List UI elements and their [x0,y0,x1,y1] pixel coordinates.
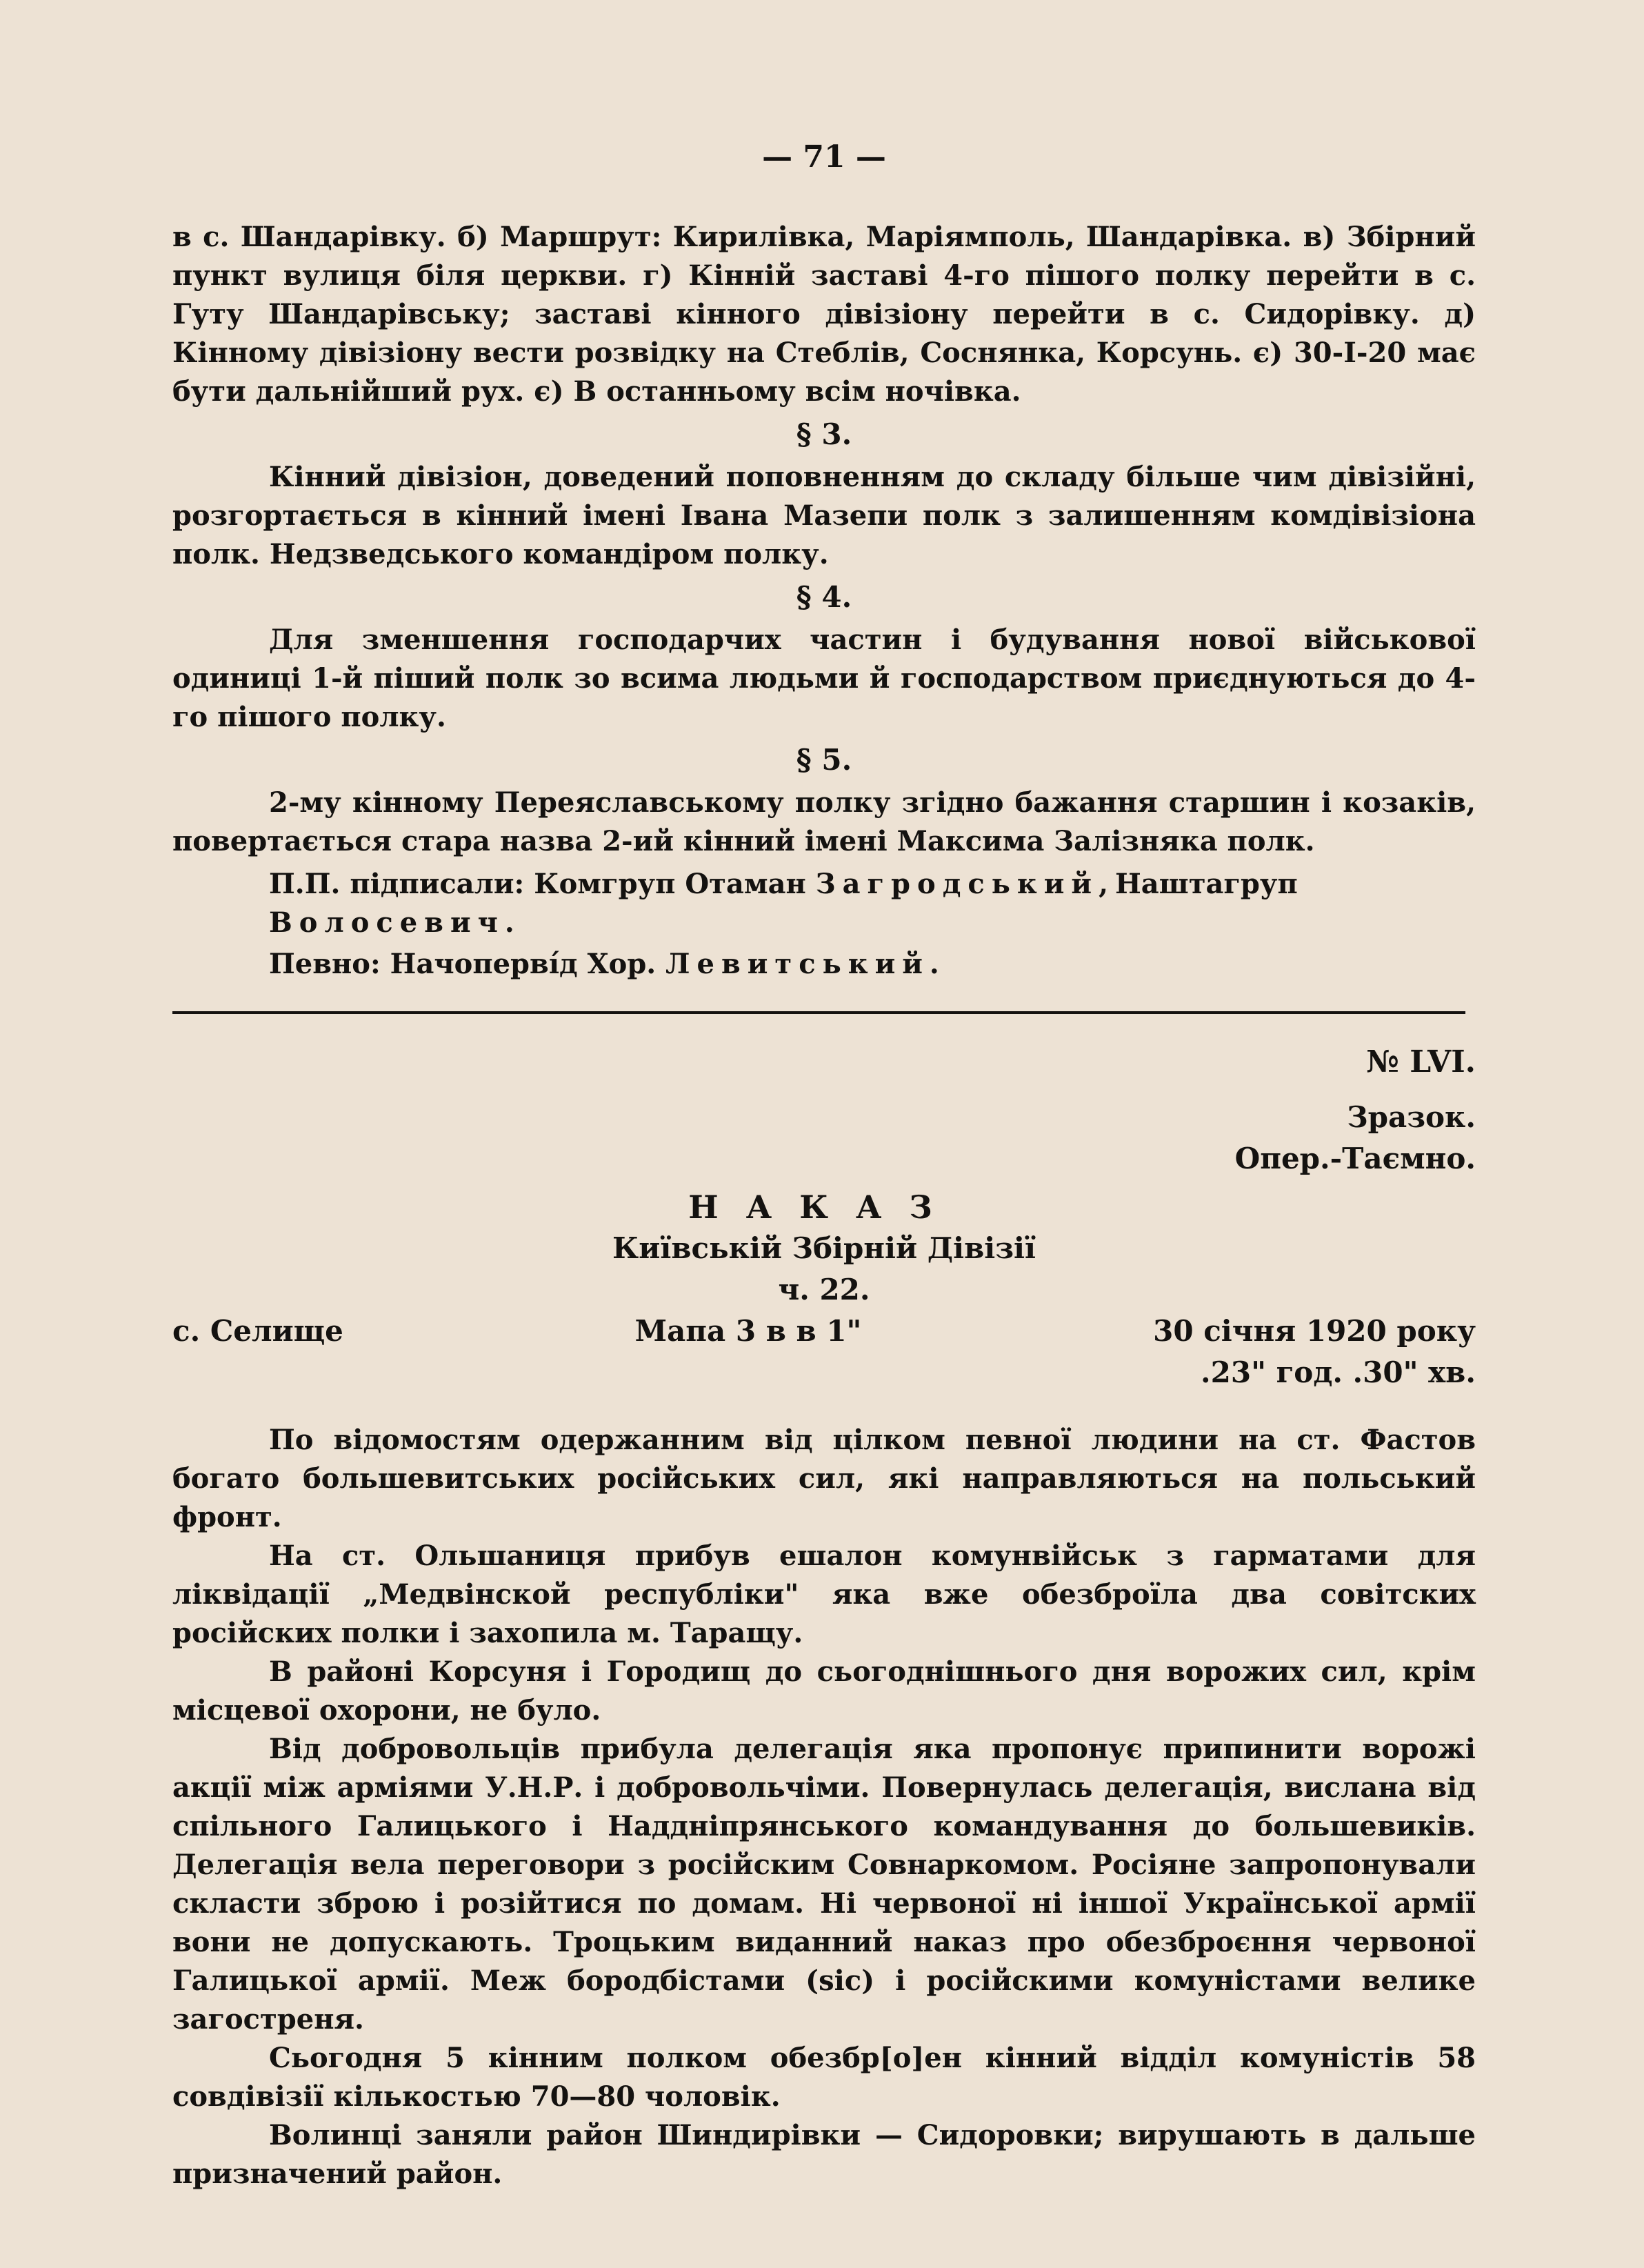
page-number: — 71 — [762,139,886,175]
intro-paragraph: в с. Шандарівку. б) Маршрут: Кирилівка, Маріямполь, Шандарівка. в) Збірний пункт вулиця біля церкви. г) Кінній заставі 4-го пішого полку перейти в с. Гуту Шандарівську; заставі кінного дівізіону перейти в с. Сидорівку. д) Кінному дівізіону вести розвідку на Стеблів, Соснянка, Корсунь. є) 30-І-20 має бути дальнійший рух. є) В останньому всім ночівка. [172,221,1476,408]
order-part: ч. 22. [778,1273,870,1306]
body-paragraph: Волинці заняли район Шиндирівки — Сидоровки; вирушають в дальше призначений район. [172,2119,1476,2190]
section-text-3: Кінний дівізіон, доведений поповненням до складу більше чим дівізійні, розгортається в кінний імені Івана Мазепи полк з залишенням комдівізіона полк. Недзведського командіром полку. [172,461,1476,570]
order-unit: Київській Збірній Дівізії [612,1231,1036,1265]
signature-name-volosevych: Волосевич. [269,906,521,939]
section-divider [172,1011,1465,1014]
order-title: НАКАЗ [688,1188,960,1226]
signature-line-1 [172,865,1476,942]
body-paragraph: По відомостям одержанним від цілком певної людини на ст. Фастов богато большевитських російських сил, які направляються на польський фронт. [172,1424,1476,1533]
order-place: с. Селище [172,1314,343,1348]
order-number: № LVI. [1366,1044,1476,1080]
certified-prefix: Певно: Начоперві́д Хор. [269,948,666,980]
order-time: .23" год. .30" хв. [1201,1355,1476,1389]
body-paragraph: На ст. Ольшаниця прибув ешалон комунвійськ з гарматами для ліквідації „Медвінской республіки" яка вже обезброїла два совітских російских полки і захопила м. Таращу. [172,1540,1476,1649]
signature-middle: Наштагруп [1115,868,1298,900]
order-datetime [1153,1311,1476,1393]
order-dateline [172,1311,1476,1393]
section-mark-4: § 4. [796,580,852,614]
section-mark-3: § 3. [796,417,852,451]
order-sample: Зразок. [1347,1100,1476,1134]
section-mark-5: § 5. [796,743,852,777]
body-paragraph: Від добровольців прибула делегація яка пропонує припинити ворожі акції між арміями У.Н.Р. і добровольчіми. Повернулась делегація, вислана від спільного Галицького і Наддніпрянського командування до большевиків. Делегація вела переговори з російским Совнаркомом. Росіяне запропонували скласти зброю і розійтися по домам. Ні червоної ні іншої Української армії вони не допускають. Троцьким виданний наказ про обезброєння червоної Галицької армії. Меж бородбістами (sic) і російскими комуністами велике загостреня. [172,1733,1476,2036]
body-paragraph: В районі Корсуня і Городищ до сьогоднішнього дня ворожих сил, крім місцевої охорони, не було. [172,1655,1476,1727]
section-text-4: Для зменшення господарчих частин і будування нової військової одиниці 1-й піший полк зо всима людьми й господарством приєднуються до 4-го пішого полку. [172,624,1476,733]
order-date: 30 січня 1920 року [1153,1314,1476,1348]
signature-name-zagrodsky: Загродський, [815,868,1116,900]
order-classification: Опер.-Таємно. [1234,1142,1476,1175]
document-page [172,138,1476,2194]
order-map: Мапа 3 в в 1" [634,1314,862,1348]
certified-name-levytsky: Левитський. [665,948,946,980]
body-paragraph: Сьогодня 5 кінним полком обезбр[о]ен кінний відділ комуністів 58 совдівізії кількостью 70—80 чоловік. [172,2042,1476,2113]
section-text-5: 2-му кінному Переяславському полку згідно бажання старшин і козаків, повертається стара назва 2-ий кінний імені Максима Залізняка полк. [172,786,1476,857]
signature-line-2 [172,945,1476,984]
signature-prefix: П.П. підписали: Комгруп Отаман [269,868,816,900]
